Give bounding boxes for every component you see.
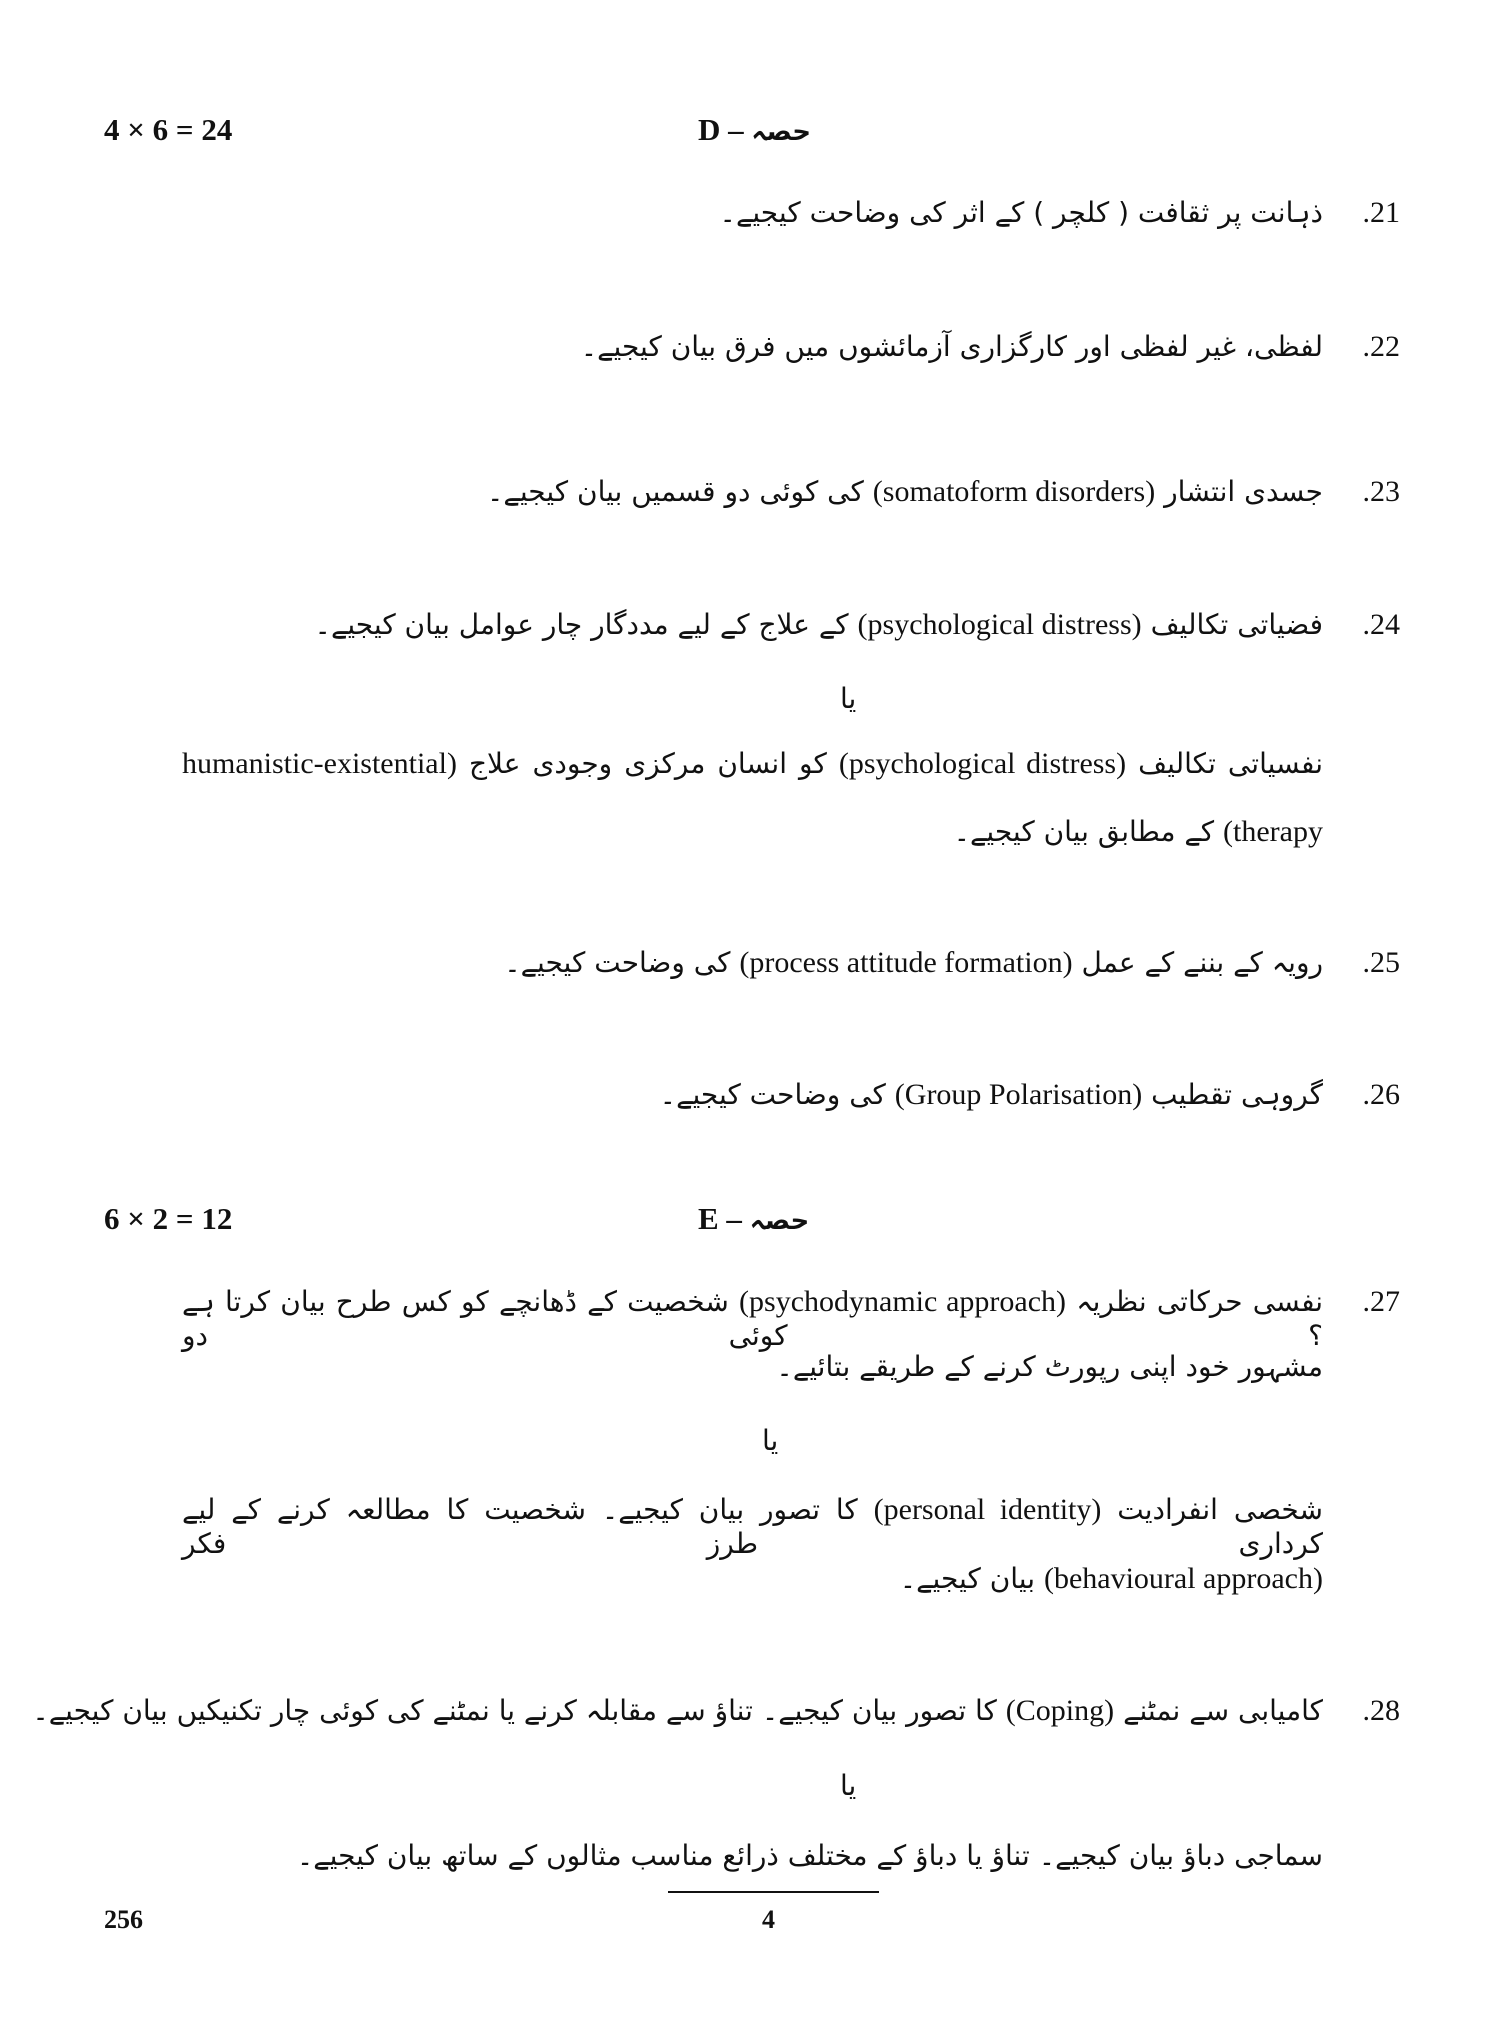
question-24-text [315,608,1323,642]
q23-urdu-a: جسدی انتشار [1164,475,1323,508]
question-number-23: .23 [1362,475,1400,508]
q27-or-label: یا [762,1424,779,1457]
q28-urdu-b: کا تصور بیان کیجیے۔ تناؤ سے مقابلہ کرنے یا نمٹنے کی کوئی چار تکنیکیں بیان کیجیے۔ [32,1694,997,1727]
q24-alt-urdu-b: کو انسان مرکزی وجودی علاج [468,747,827,780]
section-d-urdu: حصہ [751,117,811,147]
q28-or-label: یا [840,1769,857,1802]
question-25-text [504,946,1323,980]
section-e-label: E – [698,1201,742,1236]
section-d-title [698,112,811,148]
question-27-line2: مشہور خود اپنی رپورٹ کرنے کے طریقے بتائیے۔ [776,1350,1323,1383]
q26-urdu-b: کی وضاحت کیجیے۔ [659,1078,886,1111]
q23-english-term: (somatoform disorders) [872,475,1156,508]
q28-urdu-a: کامیابی سے نمٹنے [1123,1694,1323,1727]
q27-alt-urdu-c: بیان کیجیے۔ [899,1562,1036,1595]
q24-urdu-a: فضیاتی تکالیف [1150,608,1323,641]
question-27-alt-line2 [900,1562,1323,1596]
question-number-26: .26 [1362,1078,1400,1111]
q23-urdu-b: کی کوئی دو قسمیں بیان کیجیے۔ [487,475,864,508]
q24-alt-english-c: therapy) [1223,815,1323,848]
q24-or-label: یا [840,682,857,715]
section-e-marks: 6 × 2 = 12 [104,1201,233,1236]
q27-urdu-b: شخصیت کے ڈھانچے کو کس طرح بیان کرتا ہے ؟ کوئی دو [182,1285,1323,1352]
q25-urdu-a: رویہ کے بننے کے عمل [1081,946,1323,979]
question-21-text: ذہانت پر ثقافت ( کلچر ) کے اثر کی وضاحت کیجیے۔ [719,196,1323,229]
q26-urdu-a: گروہی تقطیب [1151,1078,1323,1111]
question-24-alt-line1 [182,747,1323,781]
section-e-urdu: حصہ [749,1206,810,1236]
q24-alt-urdu-a: نفسیاتی تکالیف [1138,747,1323,780]
q27-urdu-a: نفسی حرکاتی نظریہ [1076,1285,1324,1318]
q27-english-term: (psychodynamic approach) [739,1285,1067,1318]
q24-alt-urdu-c: کے مطابق بیان کیجیے۔ [953,815,1215,848]
paper-code: 256 [104,1905,143,1934]
section-d-label: D – [698,112,744,147]
q27-alt-english-b: (behavioural approach) [1043,1562,1323,1595]
question-28-text [32,1694,1323,1728]
question-26-text [660,1078,1323,1112]
question-27-alt-line1 [182,1493,1323,1560]
q27-alt-english-term: (personal identity) [873,1493,1102,1526]
q24-alt-english-b: (humanistic-existential [182,747,457,780]
question-number-27: .27 [1362,1285,1400,1318]
q27-alt-urdu-b: کا تصور بیان کیجیے۔ شخصیت کا مطالعہ کرنے کے لیے کرداری طرز فکر [182,1493,1323,1560]
question-24-alt-line2 [954,815,1323,849]
q27-alt-urdu-a: شخصی انفرادیت [1117,1493,1323,1526]
q25-urdu-b: کی وضاحت کیجیے۔ [504,946,731,979]
question-28-alt-text: سماجی دباؤ بیان کیجیے۔ تناؤ یا دباؤ کے مختلف ذرائع مناسب مثالوں کے ساتھ بیان کیجیے۔ [296,1839,1323,1872]
question-23-text [487,475,1323,509]
section-d-marks: 4 × 6 = 24 [104,112,233,147]
q24-urdu-b: کے علاج کے لیے مددگار چار عوامل بیان کیجیے۔ [314,608,849,641]
page-number: 4 [762,1905,775,1934]
q28-english-term: (Coping) [1005,1694,1115,1727]
q24-english-term: (psychological distress) [857,608,1142,641]
question-number-24: .24 [1362,608,1400,641]
q26-english-term: (Group Polarisation) [894,1078,1143,1111]
q25-english-term: (process attitude formation) [739,946,1073,979]
question-number-22: .22 [1362,330,1400,363]
q24-alt-english-term: (psychological distress) [838,747,1127,780]
section-e-title [698,1201,809,1237]
question-27-line1 [182,1285,1323,1352]
question-number-21: .21 [1362,196,1400,229]
question-22-text: لفظی، غیر لفظی اور کارگزاری آزمائشوں میں فرق بیان کیجیے۔ [580,330,1323,363]
question-number-25: .25 [1362,946,1400,979]
question-number-28: .28 [1362,1694,1400,1727]
footer-rule [668,1891,879,1893]
